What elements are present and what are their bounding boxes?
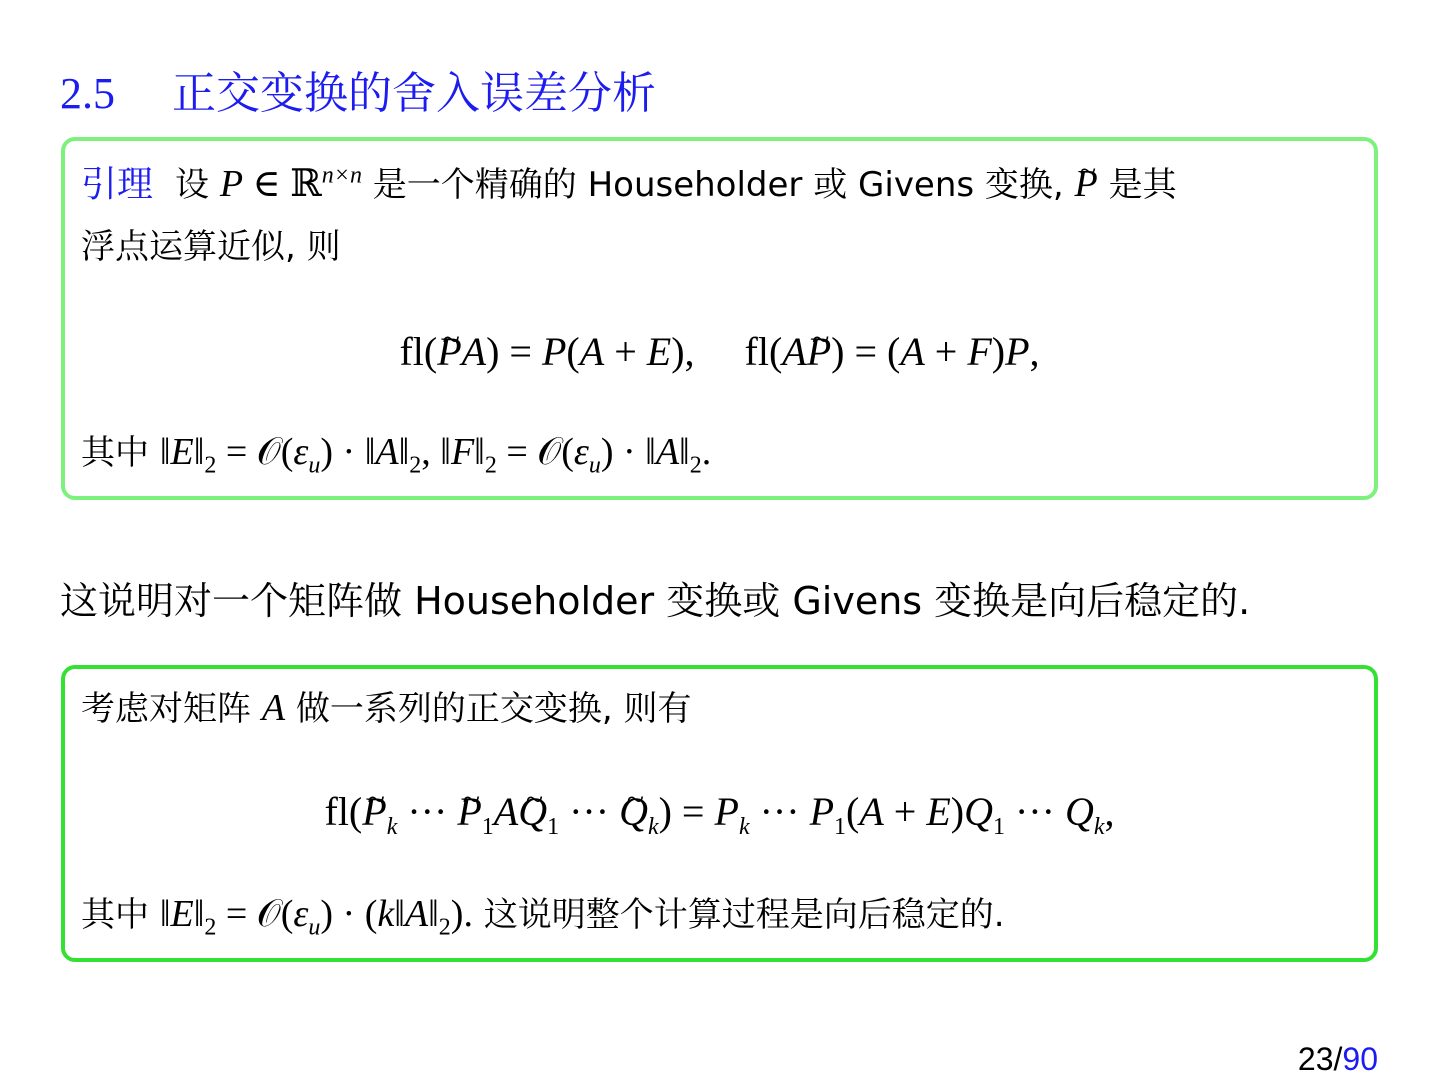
lemma-text-c: 是其	[1097, 165, 1177, 205]
lemma-label: 引理	[81, 164, 154, 205]
page-separator: /	[1333, 1041, 1343, 1077]
consider-box	[61, 665, 1378, 962]
consider-line-1	[81, 685, 691, 732]
section-title: 正交变换的舍入误差分析	[172, 68, 656, 119]
lemma-line-1: 引理 设 P ∈ ℝ$^{n\times n}$ 是一个精确的 Householder 或 Givens 变换, ~ P 是其	[81, 161, 1177, 208]
lemma-line-2	[81, 223, 341, 270]
remark-text: 这说明对一个矩阵做 Householder 变换或 Givens 变换是向后稳定的.	[60, 579, 1251, 623]
lemma-where-prefix: 其中	[81, 433, 160, 473]
consider-equation: fl(~ $P_k$ ··· ~ $P_1A\sim$ $Q_1$ ··· ~ $Q_k) = P_k$ ··· $P_1(A + E)Q_1$ ··· $Q_k$,	[65, 787, 1374, 837]
math-p-in-r: P	[219, 163, 244, 205]
page-total: 90	[1342, 1041, 1378, 1077]
consider-where-prefix: 其中	[81, 895, 160, 935]
page-number	[1298, 1041, 1378, 1078]
section-number: 2.5	[60, 69, 115, 118]
lemma-where-line: 其中 $‖E‖_2$ = $𝒪(\varepsilon_u)$ · $‖A‖_2$, $‖F‖_2$ = $𝒪(\varepsilon_u)$ · $‖A‖_2$.	[81, 431, 712, 479]
section-heading	[60, 62, 656, 126]
lemma-text-b: 是一个精确的 Householder 或 Givens 变换,	[361, 165, 1075, 205]
consider-where-line: 其中 $‖E‖_2$ = $𝒪(\varepsilon_u)$ · $(k‖A‖_2)$. 这说明整个计算过程是向后稳定的.	[81, 893, 1005, 941]
lemma-equation: fl(~ PA) = P(A + E), fl(A~ P) = (A + F)P,	[65, 327, 1374, 377]
lemma-text-line2: 浮点运算近似, 则	[81, 227, 341, 267]
lemma-text-a: 设	[175, 165, 220, 205]
math-p-tilde: ~ P	[1075, 161, 1098, 207]
consider-where-suffix: 这说明整个计算过程是向后稳定的.	[472, 895, 1005, 935]
page-current: 23	[1297, 1041, 1334, 1077]
math-a: A	[261, 687, 286, 729]
lemma-box	[61, 137, 1378, 500]
consider-text-b: 做一系列的正交变换, 则有	[285, 689, 692, 729]
consider-text-a: 考虑对矩阵	[81, 689, 262, 729]
